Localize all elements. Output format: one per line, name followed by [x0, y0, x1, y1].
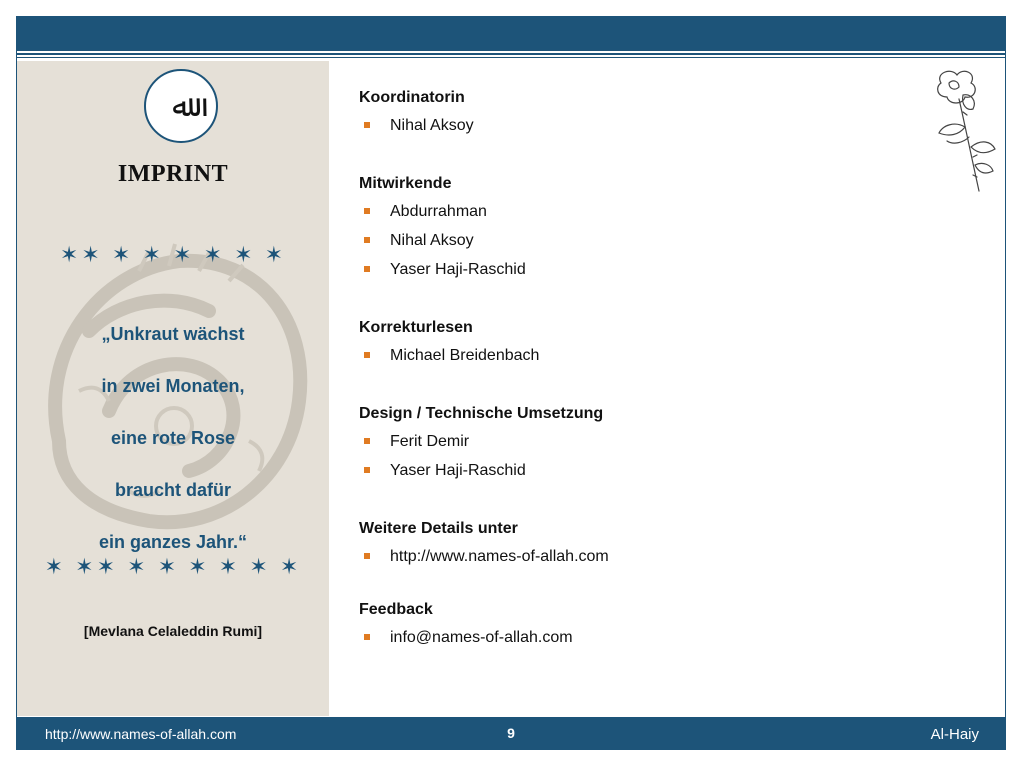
- svg-text:ﷲ: ﷲ: [172, 89, 190, 124]
- square-bullet-icon: [364, 122, 370, 128]
- section-title-design: Design / Technische Umsetzung: [359, 405, 604, 422]
- list-item: Nihal Aksoy: [359, 230, 919, 259]
- rumi-quote: [17, 319, 329, 579]
- section-title-contributors: Mitwirkende: [359, 175, 452, 192]
- credits-list: [359, 87, 919, 656]
- quote-line: in zwei Monaten,: [101, 376, 245, 396]
- top-bar: [17, 17, 1005, 51]
- feedback-email-item[interactable]: info@names-of-allah.com: [359, 627, 919, 656]
- page-title: IMPRINT: [117, 161, 229, 187]
- quote-line: braucht dafür: [114, 480, 231, 500]
- quote-line: eine rote Rose: [110, 428, 236, 448]
- section-title-details: Weitere Details unter: [359, 520, 518, 537]
- footer-url-link[interactable]: http://www.names-of-allah.com: [45, 726, 237, 742]
- sidebar: [17, 61, 329, 716]
- section-title-proofreading: Korrekturlesen: [359, 319, 473, 336]
- section-title-coordinator: Koordinatorin: [359, 89, 465, 106]
- square-bullet-icon: [364, 553, 370, 559]
- square-bullet-icon: [364, 352, 370, 358]
- list-item: Michael Breidenbach: [359, 345, 919, 374]
- quote-author: [Mevlana Celaleddin Rumi]: [83, 623, 263, 639]
- list-item: Yaser Haji-Raschid: [359, 259, 919, 288]
- square-bullet-icon: [364, 467, 370, 473]
- list-item: Yaser Haji-Raschid: [359, 460, 919, 489]
- square-bullet-icon: [364, 634, 370, 640]
- stars-divider-bottom: ✶ ✶✶ ✶ ✶ ✶ ✶ ✶ ✶: [44, 554, 302, 579]
- quote-line: „Unkraut wächst: [101, 324, 245, 344]
- top-divider-thin: [17, 57, 1005, 58]
- square-bullet-icon: [364, 266, 370, 272]
- rose-sketch-icon: [921, 65, 1003, 195]
- slide-frame: [16, 16, 1006, 750]
- square-bullet-icon: [364, 208, 370, 214]
- stars-divider-top: ✶✶ ✶ ✶ ✶ ✶ ✶ ✶: [59, 242, 287, 267]
- quote-line: ein ganzes Jahr.“: [98, 532, 248, 552]
- details-link-item[interactable]: http://www.names-of-allah.com: [359, 546, 919, 575]
- page-number: 9: [507, 725, 515, 741]
- square-bullet-icon: [364, 237, 370, 243]
- section-title-feedback: Feedback: [359, 601, 433, 618]
- list-item: Ferit Demir: [359, 431, 919, 460]
- footer-name: Al-Haiy: [930, 726, 979, 743]
- square-bullet-icon: [364, 438, 370, 444]
- list-item: Abdurrahman: [359, 201, 919, 230]
- top-divider: [17, 53, 1005, 55]
- list-item: Nihal Aksoy: [359, 115, 919, 144]
- allah-calligraphy-icon: [144, 69, 218, 143]
- footer-bar: [17, 717, 1005, 750]
